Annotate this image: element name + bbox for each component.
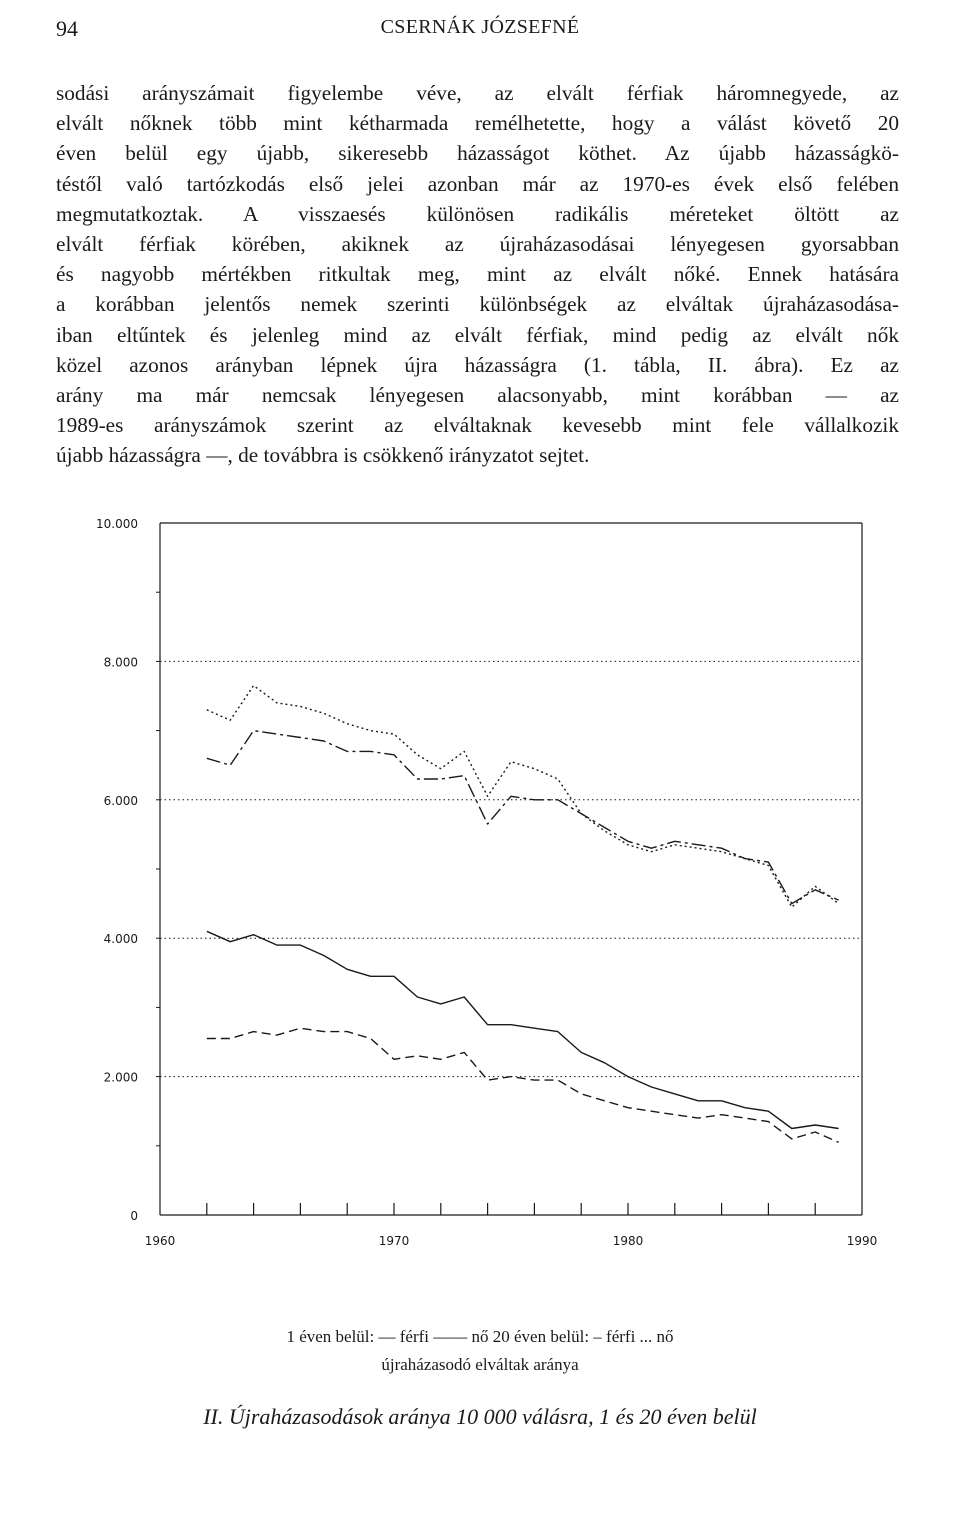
page-header	[56, 16, 904, 46]
body-line: téstől való tartózkodás első jelei azonban már az 1970-es évek első felében	[56, 171, 899, 196]
y-tick-label: 4.000	[103, 932, 138, 947]
series-line-dotted	[207, 686, 839, 908]
chart-svg	[60, 505, 900, 1275]
page-number: 94	[56, 16, 78, 41]
body-line: elvált nőknek több mint kétharmada remélhetette, hogy a válást követő 20	[56, 111, 899, 136]
body-line: megmutatkoztak. A visszaesés különösen radikális méreteket öltött az	[56, 201, 899, 226]
body-line: elvált férfiak körében, akiknek az újraházasodásai lényegesen gyorsabban	[56, 232, 899, 257]
series-line-dash-dot	[207, 731, 839, 904]
y-tick-label: 2.000	[103, 1070, 138, 1085]
body-line: 1989-es arányszámok szerint az elváltaknak kevesebb mint fele vállalkozik	[56, 413, 899, 438]
series-line-solid	[207, 931, 839, 1128]
remarriage-chart	[60, 505, 900, 1275]
body-line: és nagyobb mértékben ritkultak meg, mint az elvált nőké. Ennek hatására	[56, 262, 899, 287]
body-line: újabb házasságra —, de továbbra is csökkenő irányzatot sejtet.	[56, 443, 590, 468]
y-tick-label: 6.000	[103, 793, 138, 808]
body-line: a korábban jelentős nemek szerinti különbségek az elváltak újraházasodása-	[56, 292, 899, 317]
series-line-dashed	[207, 1028, 839, 1142]
legend-subtitle: újraházasodó elváltak aránya	[381, 1355, 579, 1374]
chart-legend	[0, 1323, 960, 1379]
y-tick-label: 10.000	[96, 517, 138, 531]
body-line: arány ma már nemcsak lényegesen alacsonyabb, mint korábban — az	[56, 383, 899, 408]
x-tick-label: 1990	[846, 1234, 878, 1248]
x-tick-label: 1980	[612, 1234, 644, 1248]
y-tick-label: 0	[130, 1209, 138, 1223]
body-line: közel azonos arányban lépnek újra házasságra (1. tábla, II. ábra). Ez az	[56, 352, 899, 377]
legend-series-line: 1 éven belül: — férfi —— nő 20 éven belül: – férfi ... nő	[286, 1327, 674, 1346]
body-line: sodási arányszámait figyelembe véve, az elvált férfiak háromnegyede, az	[56, 81, 899, 105]
body-line: iban eltűntek és jelenleg mind az elvált férfiak, mind pedig az elvált nők	[56, 322, 899, 347]
y-tick-label: 8.000	[103, 655, 138, 670]
figure-caption: II. Újraházasodások aránya 10 000 válásra, 1 és 20 éven belül	[203, 1404, 757, 1429]
x-tick-label: 1960	[144, 1234, 176, 1248]
running-title: CSERNÁK JÓZSEFNÉ	[380, 16, 580, 38]
body-line: éven belül egy újabb, sikeresebb házasságot köthet. Az újabb házasságkö-	[56, 141, 899, 166]
x-tick-label: 1970	[378, 1234, 410, 1248]
body-paragraph	[56, 78, 899, 471]
